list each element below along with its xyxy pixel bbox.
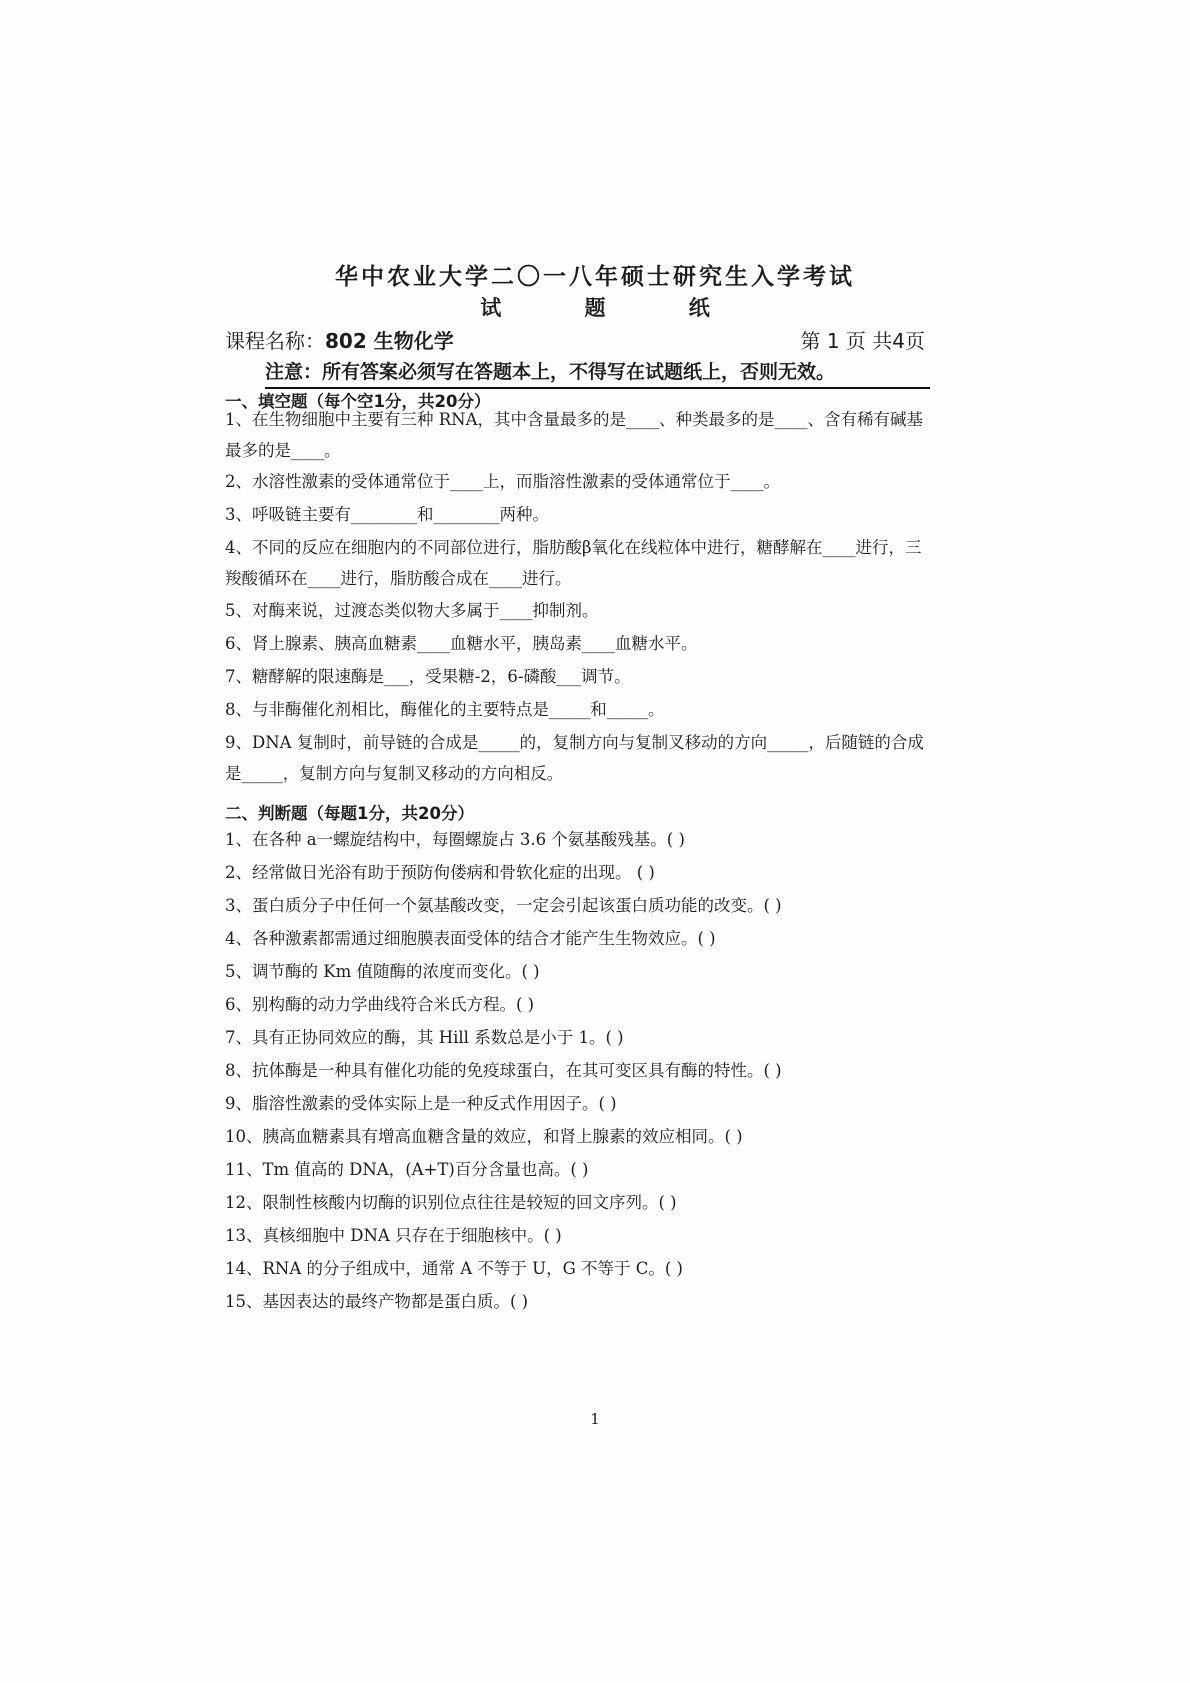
question-item: 12、限制性核酸内切酶的识别位点往往是较短的回文序列。( ) <box>225 1193 677 1212</box>
question-item: 2、水溶性激素的受体通常位于____上，而脂溶性激素的受体通常位于____。 <box>225 472 780 491</box>
course-label: 课程名称： <box>225 329 325 353</box>
course-info <box>225 325 454 354</box>
section-heading-fill-in: 一、填空题（每个空1分，共20分） <box>225 392 491 411</box>
question-item: 14、RNA 的分子组成中，通常 A 不等于 U，G 不等于 C。( ) <box>225 1259 683 1278</box>
question-item: 3、蛋白质分子中任何一个氨基酸改变，一定会引起该蛋白质功能的改变。( ) <box>225 896 782 915</box>
question-item: 6、肾上腺素、胰高血糖素____血糖水平，胰岛素____血糖水平。 <box>225 634 698 653</box>
exam-title: 华中农业大学二〇一八年硕士研究生入学考试 <box>335 264 855 290</box>
question-item: 5、调节酶的 Km 值随酶的浓度而变化。( ) <box>225 962 540 981</box>
question-item: 10、胰高血糖素具有增高血糖含量的效应，和肾上腺素的效应相同。( ) <box>225 1127 743 1146</box>
question-item: 11、Tm 值高的 DNA，(A+T)百分含量也高。( ) <box>225 1160 589 1179</box>
question-item: 1、在生物细胞中主要有三种 RNA，其中含量最多的是____、种类最多的是____、含有稀有碱基最多的是____。 <box>225 410 924 460</box>
question-item: 15、基因表达的最终产物都是蛋白质。( ) <box>225 1292 529 1311</box>
exam-subtitle: 试 题 纸 <box>480 296 748 320</box>
question-item: 8、与非酶催化剂相比，酶催化的主要特点是_____和_____。 <box>225 700 665 719</box>
question-item: 4、不同的反应在细胞内的不同部位进行，脂肪酸β氧化在线粒体中进行，糖酵解在____进行，三羧酸循环在____进行，脂肪酸合成在____进行。 <box>225 538 922 588</box>
question-item: 7、糖酵解的限速酶是___，受果糖-2，6-磷酸___调节。 <box>225 667 631 686</box>
question-item: 4、各种激素都需通过细胞膜表面受体的结合才能产生生物效应。( ) <box>225 929 716 948</box>
section-heading-true-false: 二、判断题（每题1分，共20分） <box>225 804 474 823</box>
question-item: 3、呼吸链主要有________和________两种。 <box>225 505 549 524</box>
question-item: 6、别构酶的动力学曲线符合米氏方程。( ) <box>225 995 535 1014</box>
question-item: 5、对酶来说，过渡态类似物大多属于____抑制剂。 <box>225 601 599 620</box>
page-number: 1 <box>590 1410 600 1428</box>
question-item: 7、具有正协同效应的酶，其 Hill 系数总是小于 1。( ) <box>225 1028 624 1047</box>
question-item: 2、经常做日光浴有助于预防佝偻病和骨软化症的出现。 ( ) <box>225 863 655 882</box>
question-item: 13、真核细胞中 DNA 只存在于细胞核中。( ) <box>225 1226 562 1245</box>
question-item: 1、在各种 a一螺旋结构中，每圈螺旋占 3.6 个氨基酸残基。( ) <box>225 830 685 849</box>
question-item: 8、抗体酶是一种具有催化功能的免疫球蛋白，在其可变区具有酶的特性。( ) <box>225 1061 782 1080</box>
course-row <box>225 325 925 354</box>
question-item: 9、DNA 复制时，前导链的合成是_____的，复制方向与复制叉移动的方向_____，后随链的合成是_____，复制方向与复制叉移动的方向相反。 <box>225 733 924 783</box>
notice: 注意：所有答案必须写在答题本上，不得写在试题纸上，否则无效。 <box>265 357 930 389</box>
question-item: 9、脂溶性激素的受体实际上是一种反式作用因子。( ) <box>225 1094 617 1113</box>
course-value: 802 生物化学 <box>325 329 454 353</box>
page-info: 第 1 页 共4页 <box>800 329 925 353</box>
